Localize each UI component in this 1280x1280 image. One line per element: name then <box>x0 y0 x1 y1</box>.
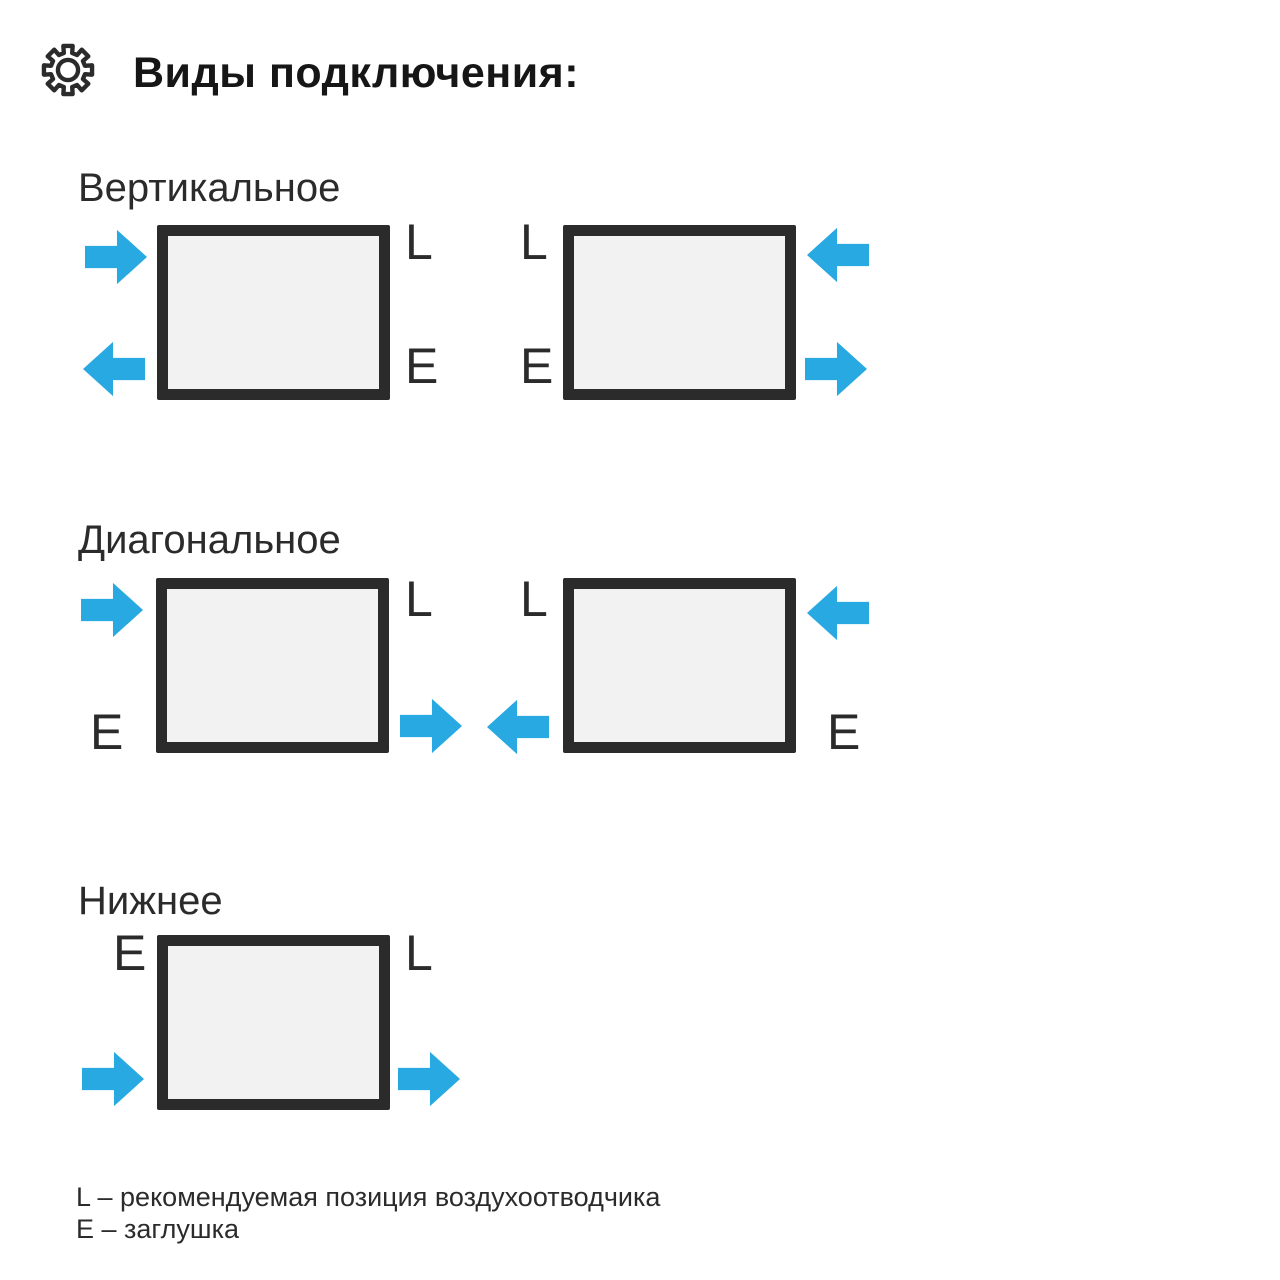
section-title-diagonal: Диагональное <box>78 518 341 562</box>
section-title-vertical: Вертикальное <box>78 166 341 210</box>
gear-icon <box>40 42 96 98</box>
radiator-box <box>563 225 796 400</box>
gear-icon <box>40 42 96 103</box>
arrow-left-icon <box>83 341 145 397</box>
air-vent-label: L <box>520 571 548 627</box>
inlet-arrow-icon <box>81 582 143 638</box>
plug-label: E <box>113 925 147 981</box>
radiator-box <box>156 578 389 753</box>
inlet-arrow-icon <box>82 1051 144 1107</box>
air-vent-label: L <box>405 925 433 981</box>
plug-label: E <box>405 338 439 394</box>
page-title: Виды подключения: <box>133 49 580 97</box>
radiator-box <box>563 578 796 753</box>
inlet-arrow-icon <box>85 229 147 285</box>
outlet-arrow-icon <box>400 698 462 754</box>
arrow-right-icon <box>82 1051 144 1107</box>
outlet-arrow-icon <box>398 1051 460 1107</box>
inlet-arrow-icon <box>807 585 869 641</box>
legend-air-vent: L – рекомендуемая позиция воздухоотводчика <box>76 1182 661 1212</box>
arrow-right-icon <box>81 582 143 638</box>
arrow-right-icon <box>398 1051 460 1107</box>
arrow-left-icon <box>807 227 869 283</box>
outlet-arrow-icon <box>487 699 549 755</box>
arrow-left-icon <box>487 699 549 755</box>
arrow-left-icon <box>807 585 869 641</box>
air-vent-label: L <box>405 214 433 270</box>
outlet-arrow-icon <box>805 341 867 397</box>
plug-label: E <box>827 704 861 760</box>
radiator-box <box>157 225 390 400</box>
arrow-right-icon <box>85 229 147 285</box>
section-title-bottom: Нижнее <box>78 879 223 923</box>
legend-plug: E – заглушка <box>76 1214 240 1244</box>
plug-label: E <box>90 704 124 760</box>
arrow-right-icon <box>400 698 462 754</box>
air-vent-label: L <box>520 214 548 270</box>
inlet-arrow-icon <box>807 227 869 283</box>
plug-label: E <box>520 338 554 394</box>
air-vent-label: L <box>405 571 433 627</box>
arrow-right-icon <box>805 341 867 397</box>
radiator-box <box>157 935 390 1110</box>
outlet-arrow-icon <box>83 341 145 397</box>
